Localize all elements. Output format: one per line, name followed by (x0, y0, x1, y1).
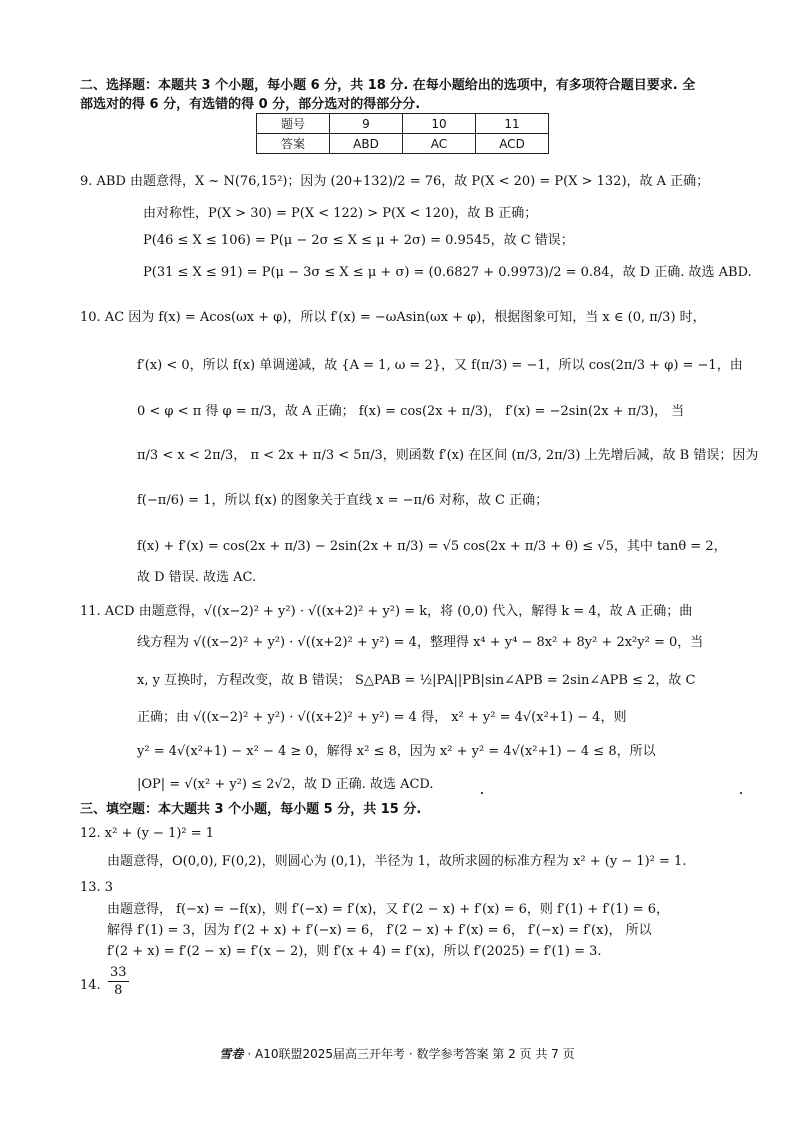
q12-answer: 12. x² + (y − 1)² = 1 (80, 826, 215, 841)
table-cell: 答案 (257, 134, 330, 154)
section2-heading-line2: 部选对的得 6 分，有选错的得 0 分，部分选对的得部分分. (80, 97, 421, 112)
q10-line5: f(−π/6) = 1，所以 f(x) 的图象关于直线 x = −π/6 对称，故 C 正确； (137, 493, 549, 508)
q9-line3: P(46 ≤ X ≤ 106) = P(μ − 2σ ≤ X ≤ μ + 2σ) = 0.9545，故 C 错误； (143, 233, 574, 248)
q14-denominator: 8 (114, 983, 123, 998)
q11-line2: 线方程为 √((x−2)² + y²) · √((x+2)² + y²) = 4，整理得 x⁴ + y⁴ − 8x² + 8y² + 2x²y² = 0，当 (137, 635, 704, 650)
table-cell: AC (403, 134, 476, 154)
q13-line3: f′(2 + x) = f′(2 − x) = f′(x − 2)，则 f′(x + 4) = f′(x)，所以 f′(2025) = f′(1) = 3. (107, 944, 602, 959)
q9-line2: 由对称性，P(X > 30) = P(X < 122) > P(X < 120)，故 B 正确； (143, 206, 538, 221)
stray-dot (740, 792, 742, 794)
q11-line1: 11. ACD 由题意得，√((x−2)² + y²) · √((x+2)² + y²) = k，将 (0,0) 代入，解得 k = 4，故 A 正确；曲 (80, 604, 693, 619)
q11-line4: 正确；由 √((x−2)² + y²) · √((x+2)² + y²) = 4 得， x² + y² = 4√(x²+1) − 4，则 (137, 710, 627, 725)
q10-line3: 0 < φ < π 得 φ = π/3，故 A 正确； f(x) = cos(2x + π/3)， f′(x) = −2sin(2x + π/3)， 当 (137, 404, 685, 419)
brand-logo: 雪卷 (219, 1047, 244, 1061)
table-cell: 9 (330, 114, 403, 134)
q14-answer (106, 964, 131, 999)
q10-line7: 故 D 错误. 故选 AC. (137, 570, 257, 585)
table-cell: ABD (330, 134, 403, 154)
q12-line1: 由题意得，O(0,0), F(0,2)，则圆心为 (0,1)，半径为 1，故所求圆的标准方程为 x² + (y − 1)² = 1. (107, 854, 687, 869)
table-cell: ACD (476, 134, 549, 154)
table-cell: 10 (403, 114, 476, 134)
q13-line1: 由题意得， f(−x) = −f(x)，则 f′(−x) = f′(x)，又 f′(2 − x) + f′(x) = 6，则 f′(1) + f′(1) = 6， (107, 902, 670, 917)
answer-table-header-row (257, 114, 549, 134)
table-cell: 题号 (257, 114, 330, 134)
answer-table (256, 113, 549, 154)
q14-number: 14. (80, 978, 101, 993)
footer-text: · A10联盟2025届高三开年考 · 数学参考答案 第 2 页 共 7 页 (247, 1047, 575, 1061)
q10-line1: 10. AC 因为 f(x) = Acos(ωx + φ)，所以 f′(x) = −ωAsin(ωx + φ)，根据图象可知，当 x ∈ (0, π/3) 时， (80, 310, 706, 325)
q11-line5: y² = 4√(x²+1) − x² − 4 ≥ 0，解得 x² ≤ 8，因为 x² + y² = 4√(x²+1) − 4 ≤ 8，所以 (137, 744, 656, 759)
q11-line3: x, y 互换时，方程改变，故 B 错误； S△PAB = ½|PA||PB|sin∠APB = 2sin∠APB ≤ 2，故 C (137, 673, 696, 688)
q13-answer: 13. 3 (80, 880, 114, 895)
section2-heading-line1: 二、选择题：本题共 3 个小题，每小题 6 分，共 18 分. 在每小题给出的选项中，有多项符合题目要求. 全 (80, 78, 696, 93)
page-footer (0, 1045, 794, 1062)
table-cell: 11 (476, 114, 549, 134)
section3-heading: 三、填空题：本大题共 3 个小题，每小题 5 分，共 15 分. (80, 802, 422, 817)
q10-line2: f′(x) < 0，所以 f(x) 单调递减，故 {A = 1, ω = 2}，又 f(π/3) = −1，所以 cos(2π/3 + φ) = −1，由 (137, 358, 743, 373)
q13-line2: 解得 f′(1) = 3，因为 f′(2 + x) + f′(−x) = 6， f′(2 − x) + f′(x) = 6， f′(−x) = f′(x)， 所以 (107, 923, 652, 938)
answer-table-answer-row (257, 134, 549, 154)
q14-numerator: 33 (110, 965, 127, 980)
q14-fraction (108, 964, 129, 999)
q10-line4: π/3 < x < 2π/3， π < 2x + π/3 < 5π/3，则函数 f′(x) 在区间 (π/3, 2π/3) 上先增后减，故 B 错误；因为 (137, 448, 759, 463)
q9-line1: 9. ABD 由题意得，X ~ N(76,15²)；因为 (20+132)/2 = 76，故 P(X < 20) = P(X > 132)，故 A 正确； (80, 174, 710, 189)
stray-dot (481, 792, 483, 794)
q9-line4: P(31 ≤ X ≤ 91) = P(μ − 3σ ≤ X ≤ μ + σ) = (0.6827 + 0.9973)/2 = 0.84，故 D 正确. 故选 ABD. (143, 265, 752, 280)
q10-line6: f(x) + f′(x) = cos(2x + π/3) − 2sin(2x + π/3) = √5 cos(2x + π/3 + θ) ≤ √5，其中 tanθ = 2， (137, 539, 727, 554)
q11-line6: |OP| = √(x² + y²) ≤ 2√2，故 D 正确. 故选 ACD. (137, 777, 434, 792)
